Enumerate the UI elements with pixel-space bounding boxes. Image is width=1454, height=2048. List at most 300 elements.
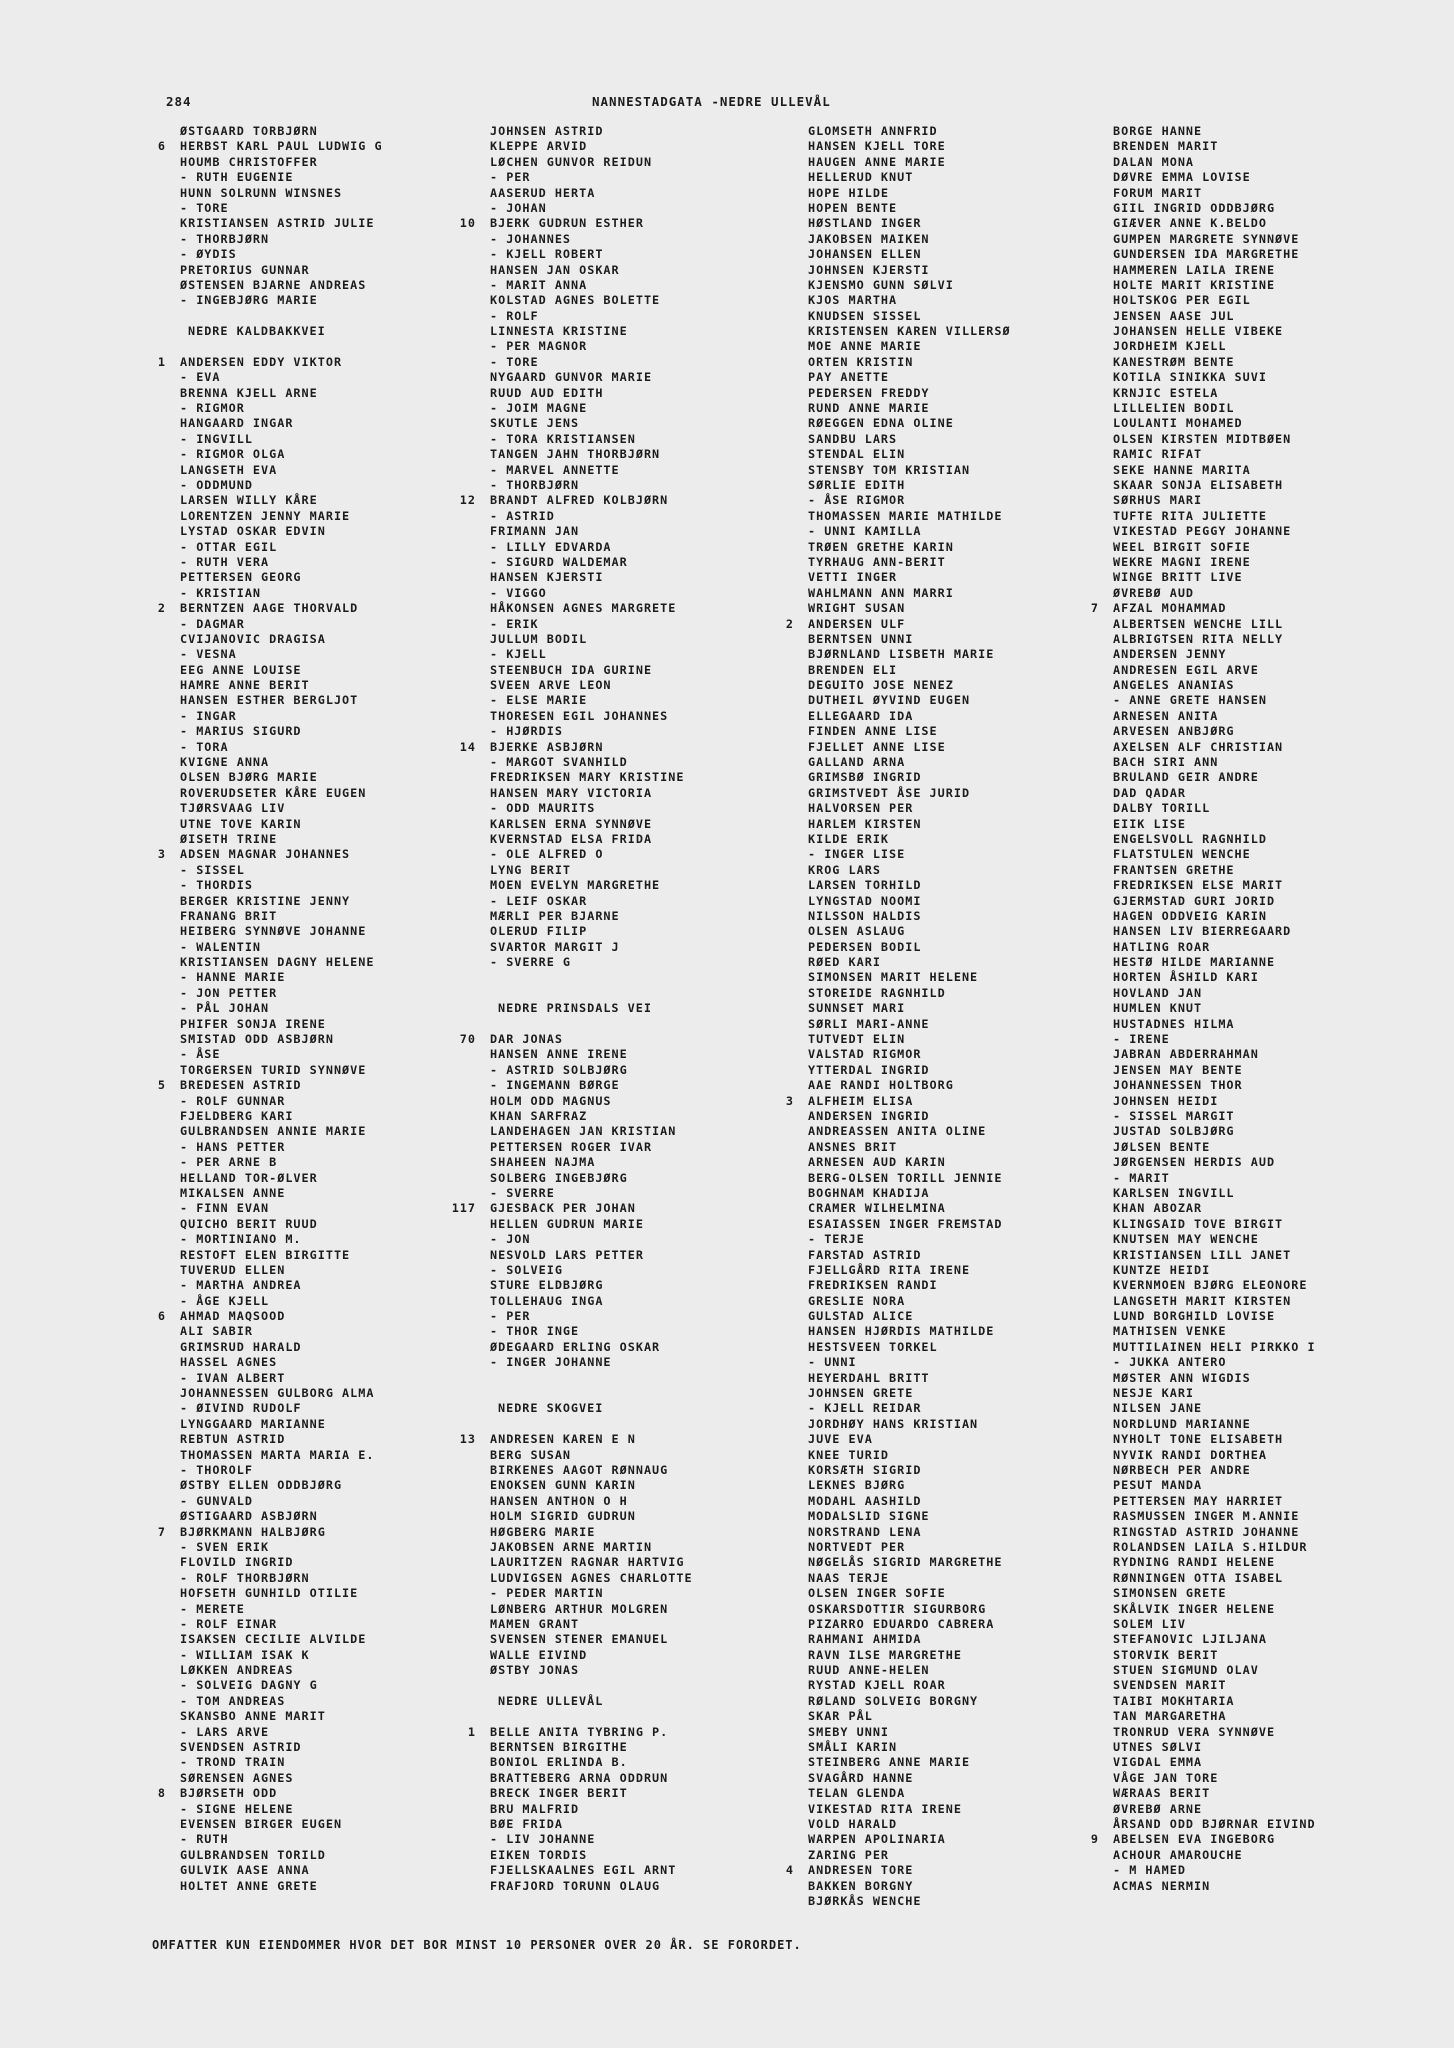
resident-name: ROLANDSEN LAILA S.HILDUR	[1113, 1539, 1308, 1554]
resident-entry	[490, 1555, 825, 1570]
resident-name: - ROLF	[490, 308, 539, 323]
house-number: 8	[157, 1786, 166, 1801]
resident-name: EEG ANNE LOUISE	[180, 662, 302, 677]
resident-name: SOLEM LIV	[1113, 1616, 1186, 1631]
resident-name: LYNG BERIT	[490, 862, 572, 877]
resident-name: SVAGÅRD HANNE	[808, 1770, 914, 1785]
resident-entry	[180, 524, 515, 539]
resident-name: - WALENTIN	[180, 939, 262, 954]
resident-name: - KRISTIAN	[180, 585, 262, 600]
resident-name: DAR JONAS	[490, 1032, 563, 1047]
resident-name: GIÆVER ANNE K.BELDO	[1113, 216, 1267, 231]
resident-entry	[1113, 1525, 1448, 1540]
house-number: 14	[459, 739, 476, 754]
resident-name: BRENDEN ELI	[808, 662, 898, 677]
house-number: 3	[785, 1093, 794, 1108]
resident-entry	[808, 139, 1143, 154]
resident-name: PHIFER SONJA IRENE	[180, 1016, 326, 1031]
resident-name: LAURITZEN RAGNAR HARTVIG	[490, 1555, 685, 1570]
resident-name: STENDAL ELIN	[808, 447, 906, 462]
resident-entry	[808, 678, 1143, 693]
resident-name: - KJELL ROBERT	[490, 247, 604, 262]
resident-name: RAMIC RIFAT	[1113, 447, 1203, 462]
resident-entry	[808, 832, 1143, 847]
resident-name: - SVERRE G	[490, 955, 572, 970]
resident-name: - ELSE MARIE	[490, 693, 588, 708]
resident-entry	[1113, 724, 1448, 739]
resident-entry	[490, 355, 825, 370]
resident-entry	[180, 1663, 515, 1678]
resident-name: - MARIUS SIGURD	[180, 724, 302, 739]
resident-name: HARLEM KIRSTEN	[808, 816, 922, 831]
resident-name: ANDERSEN ULF	[808, 616, 906, 631]
resident-entry	[1113, 463, 1448, 478]
resident-name: - TOM ANDREAS	[180, 1693, 286, 1708]
resident-entry	[808, 1401, 1143, 1416]
resident-entry	[490, 1463, 825, 1478]
resident-entry	[1113, 124, 1448, 139]
resident-entry	[808, 1540, 1143, 1555]
resident-name: BJØRKÅS WENCHE	[808, 1893, 922, 1908]
resident-entry	[490, 801, 825, 816]
resident-name: - JOIM MAGNE	[490, 401, 588, 416]
footer-note: OMFATTER KUN EIENDOMMER HVOR DET BOR MINST 10 PERSONER OVER 20 ÅR. SE FORORDET.	[152, 1938, 802, 1952]
resident-entry	[1113, 570, 1448, 585]
resident-name: HANSEN KJELL TORE	[808, 139, 946, 154]
resident-entry	[1113, 139, 1448, 154]
resident-name: GULBRANDSEN ANNIE MARIE	[180, 1124, 367, 1139]
resident-entry	[1113, 940, 1448, 955]
resident-name: KANESTRØM BENTE	[1113, 354, 1235, 369]
resident-entry	[1113, 1309, 1448, 1324]
resident-entry	[1113, 355, 1448, 370]
resident-name: BAKKEN BORGNY	[808, 1878, 914, 1893]
resident-entry	[490, 1632, 825, 1647]
resident-entry	[180, 1232, 515, 1247]
resident-name: ADSEN MAGNAR JOHANNES	[180, 847, 351, 862]
resident-entry	[490, 278, 825, 293]
resident-entry	[180, 1709, 515, 1724]
resident-entry	[180, 463, 515, 478]
resident-entry	[785, 616, 1143, 632]
resident-entry	[808, 1248, 1143, 1263]
resident-name: - ÅSE RIGMOR	[808, 493, 906, 508]
house-number: 2	[785, 616, 794, 631]
resident-entry	[180, 1263, 515, 1278]
resident-entry	[1113, 416, 1448, 431]
resident-entry	[1113, 1417, 1448, 1432]
resident-entry	[490, 1617, 825, 1632]
resident-entry	[490, 1602, 825, 1617]
resident-entry	[808, 1894, 1143, 1909]
resident-entry	[1113, 1263, 1448, 1278]
resident-entry	[490, 1863, 825, 1878]
resident-entry	[1113, 909, 1448, 924]
resident-name: NYGAARD GUNVOR MARIE	[490, 370, 653, 385]
resident-entry	[180, 1124, 515, 1139]
resident-name: ACHOUR AMAROUCHE	[1113, 1847, 1243, 1862]
resident-name: HANSEN MARY VICTORIA	[490, 785, 653, 800]
resident-name: SKANSBO ANNE MARIT	[180, 1709, 326, 1724]
resident-name: - UNNI	[808, 1355, 857, 1370]
resident-entry	[1113, 632, 1448, 647]
resident-entry	[490, 1155, 825, 1170]
resident-entry	[180, 801, 515, 816]
resident-name: PESUT MANDA	[1113, 1478, 1203, 1493]
resident-name: ESAIASSEN INGER FREMSTAD	[808, 1216, 1003, 1231]
resident-entry	[808, 1263, 1143, 1278]
resident-entry	[1090, 1832, 1448, 1847]
resident-name: LANDEHAGEN JAN KRISTIAN	[490, 1124, 677, 1139]
resident-entry	[808, 201, 1143, 216]
house-number: 117	[451, 1201, 476, 1216]
resident-name: ANDREASSEN ANITA OLINE	[808, 1124, 987, 1139]
resident-entry	[808, 1571, 1143, 1586]
resident-entry	[180, 1186, 515, 1201]
resident-name: MUTTILAINEN HELI PIRKKO I	[1113, 1339, 1316, 1354]
resident-name: HANSEN ANNE IRENE	[490, 1047, 628, 1062]
resident-name: HANSEN KJERSTI	[490, 570, 604, 585]
resident-name: SØRLI MARI-ANNE	[808, 1016, 930, 1031]
resident-name: DØVRE EMMA LOVISE	[1113, 170, 1251, 185]
resident-name: PETTERSEN ROGER IVAR	[490, 1139, 653, 1154]
resident-entry	[1113, 447, 1448, 462]
resident-entry	[808, 755, 1143, 770]
resident-entry	[808, 724, 1143, 739]
resident-entry	[808, 447, 1143, 462]
resident-name: DUTHEIL ØYVIND EUGEN	[808, 693, 971, 708]
resident-name: LANGSETH MARIT KIRSTEN	[1113, 1293, 1292, 1308]
resident-name: - JON PETTER	[180, 985, 278, 1000]
resident-entry	[490, 1078, 825, 1093]
resident-name: KLINGSAID TOVE BIRGIT	[1113, 1216, 1284, 1231]
resident-name: FJELDBERG KARI	[180, 1109, 294, 1123]
resident-entry	[490, 201, 825, 216]
resident-name: GJESBACK PER JOHAN	[490, 1201, 636, 1216]
resident-name: BRULAND GEIR ANDRE	[1113, 770, 1259, 785]
resident-entry	[180, 1109, 515, 1124]
resident-entry	[1113, 1771, 1448, 1786]
resident-name: HØSTLAND INGER	[808, 216, 922, 231]
resident-name: LUDVIGSEN AGNES CHARLOTTE	[490, 1570, 693, 1585]
resident-entry	[808, 1802, 1143, 1817]
resident-entry	[180, 1371, 515, 1386]
resident-name: MAMEN GRANT	[490, 1616, 580, 1631]
resident-name: - OLE ALFRED O	[490, 847, 604, 862]
resident-entry	[808, 401, 1143, 416]
resident-entry	[808, 432, 1143, 447]
resident-entry	[808, 216, 1143, 231]
resident-name: BIRKENES AAGOT RØNNAUG	[490, 1462, 669, 1477]
resident-entry	[808, 155, 1143, 170]
resident-name: EIKEN TORDIS	[490, 1847, 588, 1862]
resident-entry	[1113, 509, 1448, 524]
resident-entry	[490, 832, 825, 847]
resident-entry	[490, 1124, 825, 1139]
resident-entry	[808, 1124, 1143, 1139]
resident-name: NORSTRAND LENA	[808, 1524, 922, 1539]
resident-name: - TORE	[490, 354, 539, 369]
resident-entry	[490, 909, 825, 924]
resident-name: - INGER JOHANNE	[490, 1355, 612, 1370]
resident-entry	[1113, 955, 1448, 970]
resident-entry	[180, 786, 515, 801]
resident-entry	[180, 663, 515, 678]
resident-entry	[1113, 617, 1448, 632]
resident-entry	[808, 1586, 1143, 1601]
resident-entry	[1113, 647, 1448, 662]
resident-name: KRNJIC ESTELA	[1113, 385, 1219, 400]
resident-entry	[808, 1017, 1143, 1032]
resident-entry	[808, 1755, 1143, 1770]
resident-name: BERG SUSAN	[490, 1447, 572, 1462]
resident-name: LARSEN WILLY KÅRE	[180, 493, 318, 508]
resident-entry	[808, 555, 1143, 570]
resident-entry	[1113, 1124, 1448, 1139]
resident-name: OLSEN ASLAUG	[808, 924, 906, 939]
resident-entry	[808, 278, 1143, 293]
resident-entry	[1113, 1386, 1448, 1401]
spacer	[490, 970, 825, 985]
resident-entry	[1113, 1017, 1448, 1032]
resident-name: RUUD AUD EDITH	[490, 385, 604, 400]
resident-entry	[1113, 401, 1448, 416]
resident-name: NAAS TERJE	[808, 1570, 890, 1585]
resident-entry	[490, 1848, 825, 1863]
resident-entry	[1113, 1571, 1448, 1586]
resident-entry	[808, 416, 1143, 431]
resident-name: - PER	[490, 1309, 531, 1324]
resident-name: ANDERSEN EDDY VIKTOR	[180, 354, 343, 369]
resident-name: JENSEN AASE JUL	[1113, 308, 1235, 323]
resident-name: STEINBERG ANNE MARIE	[808, 1755, 971, 1770]
resident-name: FJELLGÅRD RITA IRENE	[808, 1262, 971, 1277]
resident-name: ALBRIGTSEN RITA NELLY	[1113, 631, 1284, 646]
resident-name: WEKRE MAGNI IRENE	[1113, 554, 1251, 569]
house-number: 10	[459, 216, 476, 231]
resident-name: UTNE TOVE KARIN	[180, 816, 302, 831]
resident-name: - UNNI KAMILLA	[808, 524, 922, 539]
resident-name: - PER ARNE B	[180, 1155, 278, 1170]
resident-entry	[808, 263, 1143, 278]
resident-entry	[808, 1879, 1143, 1894]
resident-entry	[180, 1617, 515, 1632]
resident-name: JOHANNESSEN GULBORG ALMA	[180, 1386, 375, 1401]
resident-name: HOLTE MARIT KRISTINE	[1113, 277, 1276, 292]
resident-name: FREDRIKSEN MARY KRISTINE	[490, 770, 685, 785]
house-number: 6	[157, 1309, 166, 1324]
resident-entry	[180, 1063, 515, 1078]
resident-name: THORESEN EGIL JOHANNES	[490, 708, 669, 723]
resident-entry	[180, 878, 515, 893]
resident-name: JOHNSEN GRETE	[808, 1386, 914, 1401]
resident-entry	[808, 1324, 1143, 1339]
resident-entry	[490, 601, 825, 616]
resident-entry	[451, 1201, 825, 1216]
resident-entry	[808, 355, 1143, 370]
resident-name: TORGERSEN TURID SYNNØVE	[180, 1062, 367, 1077]
resident-name: HOLM ODD MAGNUS	[490, 1093, 612, 1108]
resident-name: RØED KARI	[808, 955, 881, 970]
resident-entry	[1113, 832, 1448, 847]
resident-name: - SIGURD WALDEMAR	[490, 554, 628, 569]
resident-name: - KJELL	[490, 647, 547, 662]
resident-entry	[808, 817, 1143, 832]
resident-name: - TERJE	[808, 1232, 865, 1247]
resident-entry	[1113, 155, 1448, 170]
column-3	[785, 124, 1143, 1909]
resident-entry	[808, 1817, 1143, 1832]
resident-entry	[1113, 1155, 1448, 1170]
resident-name: KVERNMOEN BJØRG ELEONORE	[1113, 1278, 1308, 1293]
resident-name: GULSTAD ALICE	[808, 1309, 914, 1324]
resident-entry	[180, 155, 515, 170]
resident-name: - SVERRE	[490, 1185, 555, 1200]
resident-entry	[490, 847, 825, 862]
resident-entry	[1113, 1109, 1448, 1124]
resident-entry	[1113, 1602, 1448, 1617]
resident-name: BELLE ANITA TYBRING P.	[490, 1724, 669, 1739]
resident-name: JØRGENSEN HERDIS AUD	[1113, 1155, 1276, 1170]
resident-entry	[1113, 1371, 1448, 1386]
resident-name: KRISTIANSEN ASTRID JULIE	[180, 216, 375, 231]
resident-entry	[180, 570, 515, 585]
page-header: NANNESTADGATA -NEDRE ULLEVÅL	[592, 94, 831, 109]
spacer	[490, 1678, 825, 1693]
resident-entry	[490, 1540, 825, 1555]
resident-entry	[490, 1525, 825, 1540]
resident-entry	[1113, 324, 1448, 339]
resident-entry	[808, 493, 1143, 508]
resident-name: GALLAND ARNA	[808, 755, 906, 770]
resident-entry	[808, 709, 1143, 724]
resident-entry	[490, 647, 825, 662]
resident-entry	[180, 124, 515, 139]
resident-entry	[1113, 1663, 1448, 1678]
resident-name: KORSÆTH SIGRID	[808, 1462, 922, 1477]
resident-name: - SISSEL	[180, 862, 245, 877]
resident-name: BONIOL ERLINDA B.	[490, 1755, 628, 1770]
resident-name: HATLING ROAR	[1113, 939, 1211, 954]
resident-name: SVENDSEN ASTRID	[180, 1740, 302, 1755]
resident-name: BREDESEN ASTRID	[180, 1078, 302, 1093]
resident-name: SANDBU LARS	[808, 431, 898, 446]
resident-entry	[180, 770, 515, 785]
resident-entry	[490, 1171, 825, 1186]
house-number: 1	[157, 354, 166, 369]
resident-entry	[808, 1725, 1143, 1740]
resident-entry	[490, 447, 825, 462]
resident-entry	[490, 863, 825, 878]
resident-entry	[490, 1217, 825, 1232]
resident-name: AAE RANDI HOLTBORG	[808, 1078, 954, 1093]
resident-name: ALFHEIM ELISA	[808, 1093, 914, 1108]
resident-name: - ÅGE KJELL	[180, 1293, 270, 1308]
resident-entry	[808, 524, 1143, 539]
resident-name: TRONRUD VERA SYNNØVE	[1113, 1724, 1276, 1739]
resident-entry	[490, 1063, 825, 1078]
resident-name: RYSTAD KJELL ROAR	[808, 1678, 946, 1693]
resident-entry	[1113, 678, 1448, 693]
resident-name: - SOLVEIG DAGNY G	[180, 1678, 318, 1693]
resident-entry	[808, 324, 1143, 339]
resident-name: GRESLIE NORA	[808, 1293, 906, 1308]
resident-name: HUMLEN KNUT	[1113, 1001, 1203, 1016]
resident-entry	[180, 232, 515, 247]
resident-entry	[808, 894, 1143, 909]
resident-entry	[785, 1093, 1143, 1109]
resident-entry	[1113, 1463, 1448, 1478]
resident-entry	[180, 955, 515, 970]
resident-name: - HJØRDIS	[490, 724, 563, 739]
resident-entry	[1113, 1678, 1448, 1693]
resident-entry	[157, 847, 515, 862]
resident-entry	[490, 232, 825, 247]
resident-name: FRANTSEN GRETHE	[1113, 862, 1235, 877]
resident-entry	[490, 524, 825, 539]
resident-name: ØVREBØ AUD	[1113, 585, 1195, 600]
resident-name: NYVIK RANDI DORTHEA	[1113, 1447, 1267, 1462]
resident-entry	[808, 386, 1143, 401]
resident-name: - MARIT	[1113, 1170, 1170, 1185]
resident-entry	[808, 309, 1143, 324]
resident-name: JØLSEN BENTE	[1113, 1139, 1211, 1154]
resident-name: GUNDERSEN IDA MARGRETHE	[1113, 247, 1300, 262]
house-number: 3	[157, 847, 166, 862]
resident-name: HANSEN ESTHER BERGLJOT	[180, 693, 359, 708]
resident-name: BERNTSEN UNNI	[808, 631, 914, 646]
resident-entry	[808, 1171, 1143, 1186]
resident-entry	[490, 1817, 825, 1832]
resident-entry	[808, 1848, 1143, 1863]
resident-entry	[1113, 663, 1448, 678]
resident-entry	[1113, 493, 1448, 508]
resident-name: - ASTRID	[490, 508, 555, 523]
resident-name: - ÅSE	[180, 1047, 221, 1062]
resident-name: - ODDMUND	[180, 477, 253, 492]
resident-entry	[490, 432, 825, 447]
resident-entry	[490, 1494, 825, 1509]
resident-entry	[1113, 863, 1448, 878]
resident-entry	[180, 1771, 515, 1786]
resident-name: SVARTOR MARGIT J	[490, 939, 620, 954]
resident-name: VIKESTAD RITA IRENE	[808, 1801, 962, 1816]
resident-name: - LILLY EDVARDA	[490, 539, 612, 554]
resident-entry	[1113, 1063, 1448, 1078]
column-1	[157, 124, 515, 1894]
resident-name: WALLE EIVIND	[490, 1647, 588, 1662]
resident-name: AFZAL MOHAMMAD	[1113, 601, 1227, 616]
resident-name: LOULANTI MOHAMED	[1113, 416, 1243, 431]
resident-name: CVIJANOVIC DRAGISA	[180, 631, 326, 646]
resident-entry	[180, 1463, 515, 1478]
resident-entry	[490, 632, 825, 647]
resident-name: - WILLIAM ISAK K	[180, 1647, 310, 1662]
resident-entry	[808, 1509, 1143, 1524]
resident-entry	[1090, 601, 1448, 616]
resident-name: HESTSVEEN TORKEL	[808, 1339, 938, 1354]
resident-name: GRIMSRUD HARALD	[180, 1339, 302, 1354]
resident-entry	[808, 1186, 1143, 1201]
resident-entry	[490, 509, 825, 524]
resident-entry	[1113, 1879, 1448, 1894]
resident-name: - ERIK	[490, 616, 539, 631]
resident-name: OSKARSDOTTIR SIGURBORG	[808, 1601, 987, 1616]
resident-name: ANDRESEN KAREN E N	[490, 1432, 636, 1447]
resident-name: SKAAR SONJA ELISABETH	[1113, 477, 1284, 492]
resident-name: LYSTAD OSKAR EDVIN	[180, 524, 326, 539]
resident-entry	[180, 1494, 515, 1509]
